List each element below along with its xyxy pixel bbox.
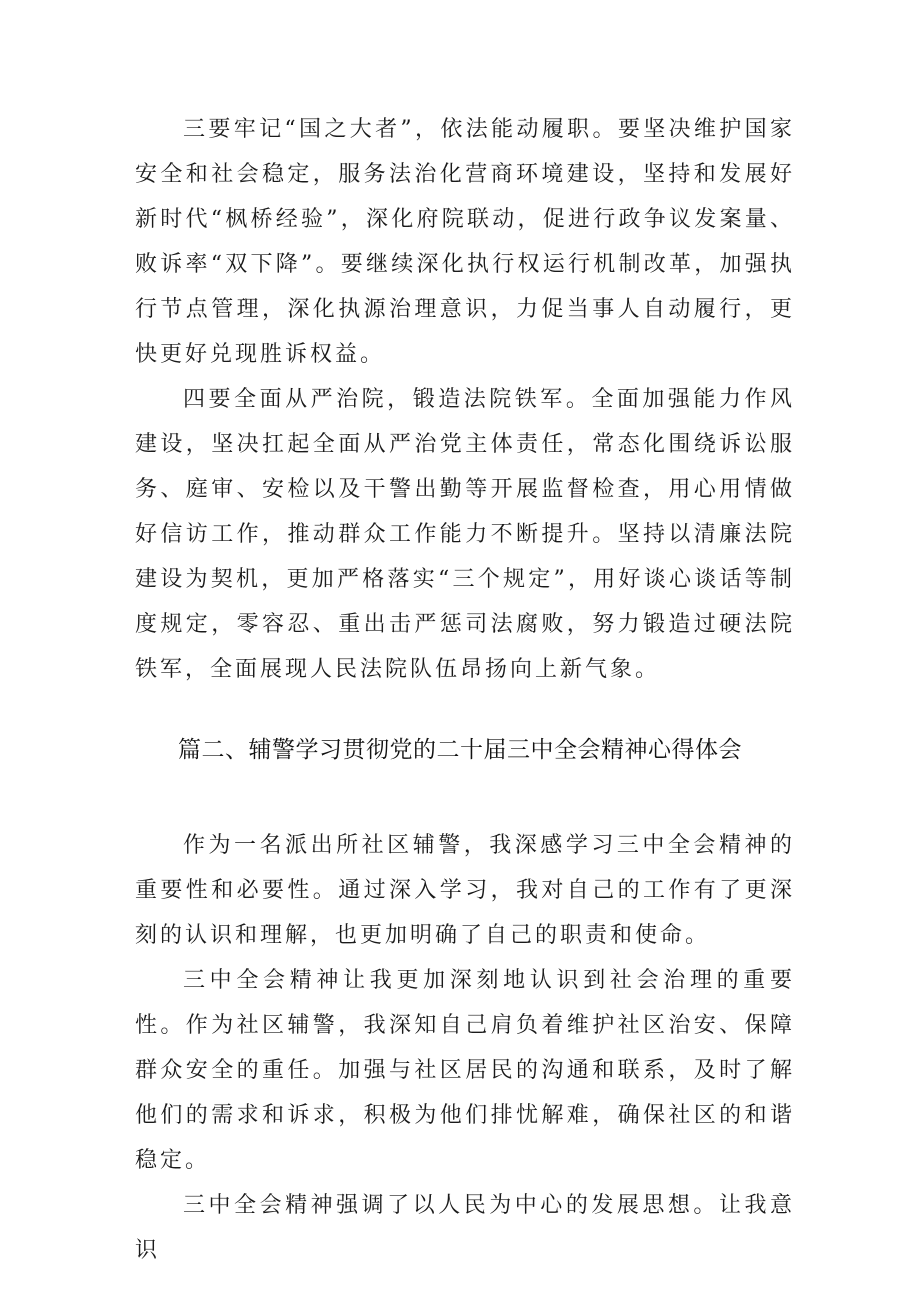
previous-article-body bbox=[135, 107, 795, 692]
article-heading: 篇二、辅警学习贯彻党的二十届三中全会精神心得体会 bbox=[178, 737, 742, 763]
paragraph: 四要全面从严治院，锻造法院铁军。全面加强能力作风建设，坚决扛起全面从严治党主体责任，常态化围绕诉讼服务、庭审、安检以及干警出勤等开展监督检查，用心用情做好信访工作，推动群众工作能力不断提升。坚持以清廉法院建设为契机，更加严格落实“三个规定”，用好谈心谈话等制度规定，零容忍、重出击严惩司法腐败，努力锻造过硬法院铁军，全面展现人民法院队伍昂扬向上新气象。 bbox=[135, 387, 795, 682]
paragraph: 三中全会精神强调了以人民为中心的发展思想。让我意识 bbox=[135, 1193, 795, 1263]
paragraph: 三要牢记“国之大者”，依法能动履职。要坚决维护国家安全和社会稳定，服务法治化营商环境建设，坚持和发展好新时代“枫桥经验”，深化府院联动，促进行政争议发案量、败诉率“双下降”。要继续深化执行权运行机制改革，加强执行节点管理，深化执源治理意识，力促当事人自动履行，更快更好兑现胜诉权益。 bbox=[135, 117, 795, 367]
article-body bbox=[135, 823, 795, 1273]
paragraph: 作为一名派出所社区辅警，我深感学习三中全会精神的重要性和必要性。通过深入学习，我对自己的工作有了更深刻的认识和理解，也更加明确了自己的职责和使命。 bbox=[135, 833, 795, 948]
paragraph: 三中全会精神让我更加深刻地认识到社会治理的重要性。作为社区辅警，我深知自己肩负着维护社区治安、保障群众安全的重任。加强与社区居民的沟通和联系，及时了解他们的需求和诉求，积极为他们排忧解难，确保社区的和谐稳定。 bbox=[135, 968, 795, 1173]
